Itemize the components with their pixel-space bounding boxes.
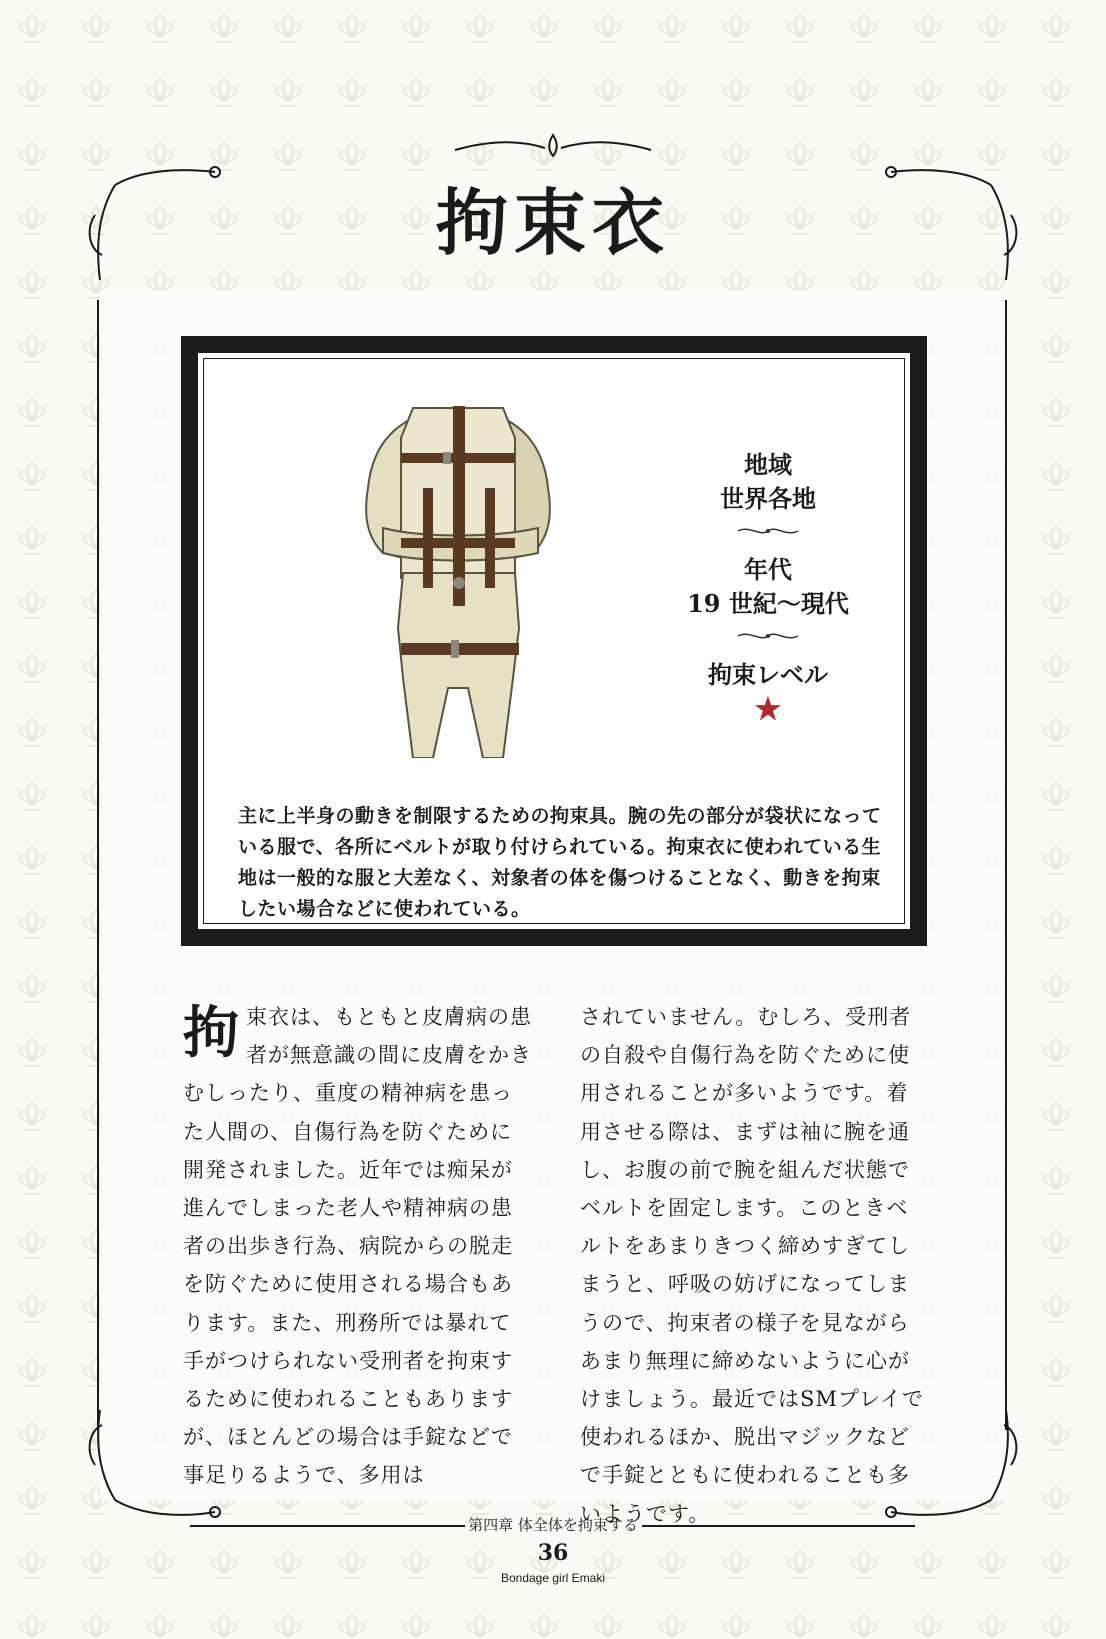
drop-cap: 拘 [183, 1000, 240, 1066]
chapter-title: 第四章 体全体を拘束する [468, 1516, 638, 1534]
divider-ornament-icon [736, 629, 800, 643]
body-text-right: されていません。むしろ、受刑者の自殺や自傷行為を防ぐために使用されることが多いようです。着用させる際は、まずは袖に腕を通し、お腹の前で腕を組んだ状態でベルトを固定します。このときベルトをあまりきつく締めすぎてしまうと、呼吸の妨げになってしまうので、拘束者の様子を見ながらあまり無理に締めないように心がけましょう。最近ではSMプレイで使われるほか、脱出マジックなどで手錠とともに使われることも多いようです。 [580, 1005, 924, 1526]
era-value: 19 世紀〜現代 [687, 589, 849, 618]
item-description: 主に上半身の動きを制限するための拘束具。腕の先の部分が袋状になっている服で、各所にベルトが取り付けられている。拘束衣に使われている生地は一般的な服と大差なく、対象者の体を傷つけることなく、動きを拘束したい場合などに使われている。 [238, 805, 882, 920]
item-card-inner [196, 351, 912, 931]
region-label: 地域 [744, 450, 792, 479]
star-icon: ★ [754, 692, 782, 727]
body-text-left: 束衣は、もともと皮膚病の患者が無意識の間に皮膚をかきむしったり、重度の精神病を患った人間の、自傷行為を防ぐために開発されました。近年では痴呆が進んでしまった老人や精神病の患者の出歩き行為、病院からの脱走を防ぐために使用される場合もあります。また、刑務所では暴れて手がつけられない受刑者を拘束するために使われることもありますが、ほとんどの場合は手錠などで事足りるようで、多用は [183, 1005, 532, 1488]
divider-ornament-icon [736, 524, 800, 538]
straitjacket-illustration [343, 378, 573, 758]
page-title: 拘束衣 [435, 180, 670, 265]
era-label: 年代 [744, 555, 792, 584]
restraint-level-label: 拘束レベル [708, 660, 828, 689]
info-panel [668, 448, 868, 728]
item-card [181, 336, 927, 946]
page-number: 36 [537, 1540, 569, 1566]
book-title: Bondage girl Emaki [500, 1571, 606, 1585]
region-value: 世界各地 [720, 484, 816, 513]
body-column-left [183, 998, 533, 1495]
body-column-right [580, 998, 930, 1533]
